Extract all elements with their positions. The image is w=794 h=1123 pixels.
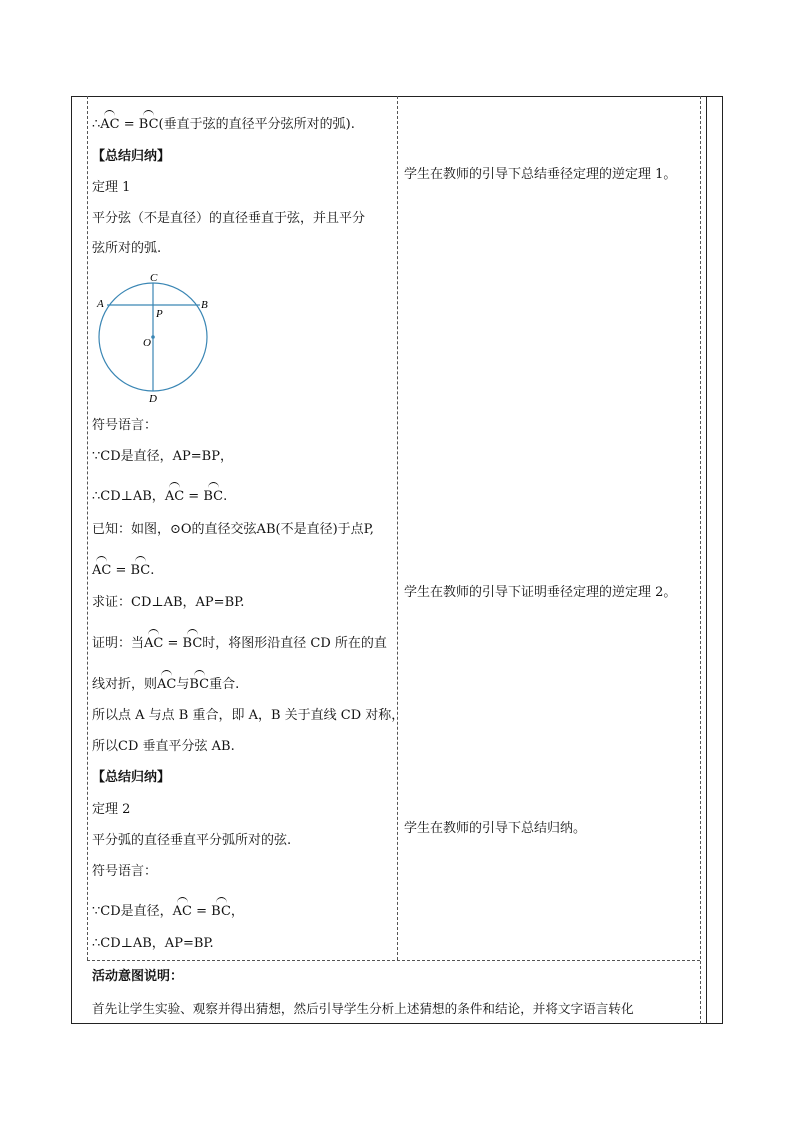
label-b: B [201, 299, 208, 311]
label-o: O [143, 337, 151, 349]
summary-heading-1: 【总结归纳】 [92, 149, 171, 164]
center-point [151, 335, 155, 339]
arc-ac: AC [100, 117, 120, 132]
cell-left-border [87, 96, 88, 960]
conclusion-line: ∴AC = BC(垂直于弦的直径平分弦所对的弧). [92, 117, 355, 132]
prove-line: 求证：CD⊥AB，AP=BP. [92, 595, 245, 610]
theorem-2-line-1: 平分弧的直径垂直平分弧所对的弦. [92, 833, 292, 848]
symbol-language-1: 符号语言： [92, 418, 158, 433]
row-divider [87, 960, 700, 961]
note-2: 学生在教师的引导下证明垂径定理的逆定理 2。 [404, 585, 677, 600]
symbol-language-2: 符号语言： [92, 864, 158, 879]
label-p: P [156, 308, 163, 320]
given-2: ∵CD是直径，AC = BC， [92, 904, 244, 919]
label-c: C [150, 272, 158, 284]
conclusion-1: ∴CD⊥AB，AC = BC. [92, 489, 228, 504]
known-arc-line: AC = BC. [92, 563, 155, 578]
cell-right-border [700, 96, 701, 1024]
summary-heading-2: 【总结归纳】 [92, 770, 171, 785]
conclusion-2: ∴CD⊥AB，AP=BP. [92, 936, 214, 951]
proof-line-1: 证明：当AC = BC时，将图形沿直径 CD 所在的直 [92, 636, 387, 651]
theorem-1-line-1: 平分弦（不是直径）的直径垂直于弦，并且平分 [92, 211, 366, 226]
proof-line-3: 所以点 A 与点 B 重合，即 A，B 关于直线 CD 对称， [92, 708, 405, 723]
label-d: D [149, 393, 157, 405]
known-line: 已知：如图，⊙O的直径交弦AB(不是直径)于点P, [92, 522, 374, 537]
table-right-inner-border [706, 96, 707, 1024]
circle-figure [90, 266, 220, 406]
cell-divider [397, 96, 398, 960]
note-3: 学生在教师的引导下总结归纳。 [404, 821, 587, 836]
arc-bc: BC [138, 117, 159, 132]
label-a: A [97, 298, 104, 310]
proof-line-2: 线对折，则AC与BC重合. [92, 677, 240, 692]
given-1: ∵CD是直径，AP=BP， [92, 449, 233, 464]
activity-text: 首先让学生实验、观察并得出猜想，然后引导学生分析上述猜想的条件和结论，并将文字语言转化 [92, 1001, 634, 1016]
theorem-1-line-2: 弦所对的弧. [92, 241, 162, 256]
theorem-1-title: 定理 1 [92, 180, 131, 195]
activity-heading: 活动意图说明： [92, 969, 184, 984]
proof-line-4: 所以CD 垂直平分弦 AB. [92, 739, 235, 754]
theorem-2-title: 定理 2 [92, 802, 131, 817]
note-1: 学生在教师的引导下总结垂径定理的逆定理 1。 [404, 167, 677, 182]
